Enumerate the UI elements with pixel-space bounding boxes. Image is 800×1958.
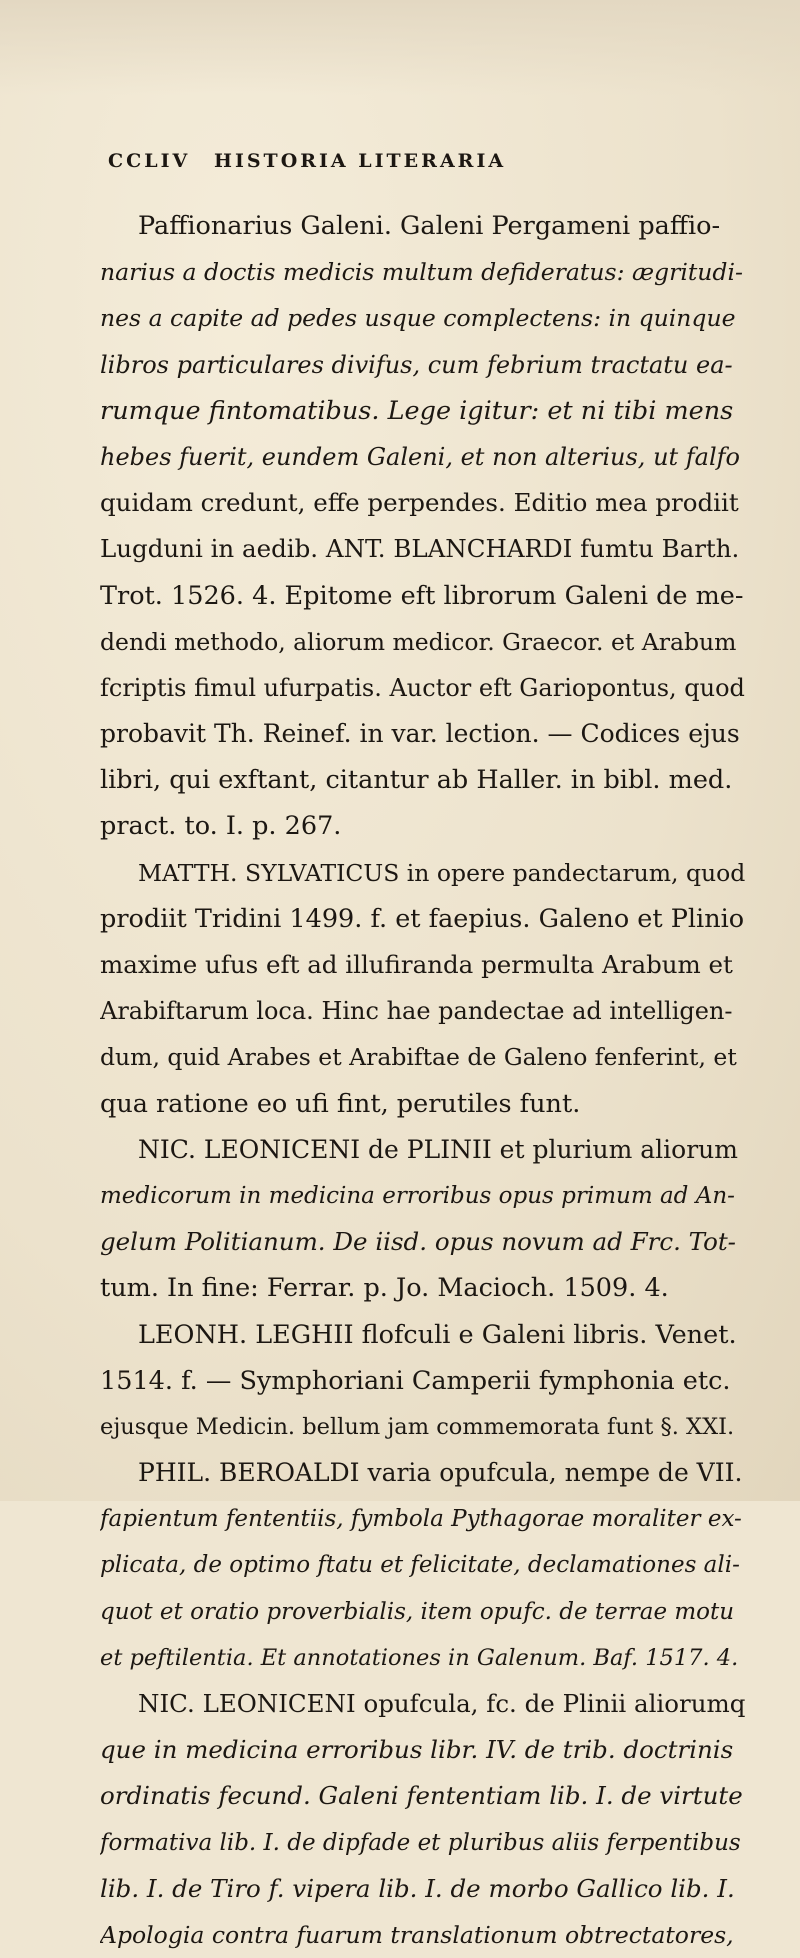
text-line: nes a capite ad pedes usque complectens: in quinque [100,304,736,333]
text-line: Arabiftarum loca. Hinc hae pandectae ad intelligen- [100,997,733,1026]
text-line: Paffionarius Galeni. Galeni Pergameni paffio- [138,211,721,241]
text-line: ordinatis fecund. Galeni fententiam lib. I. de virtute [100,1781,743,1811]
text-line: tum. In fine: Ferrar. p. Jo. Macioch. 1509. 4. [100,1273,669,1304]
running-title: HISTORIA LITERARIA [214,150,507,172]
text-line: dum, quid Arabes et Arabiftae de Galeno fenferint, et [100,1043,737,1072]
text-line: lib. I. de Tiro f. vipera lib. I. de morbo Gallico lib. I. [100,1873,735,1903]
text-line: prodiit Tridini 1499. f. et faepius. Galeno et Plinio [100,903,745,934]
text-line: ejusque Medicin. bellum jam commemorata funt §. XXI. [100,1413,735,1440]
text-line: fcriptis fimul ufurpatis. Auctor eft Gariopontus, quod [100,673,745,702]
text-line: Lugduni in aedib. ANT. BLANCHARDI fumtu Barth. [100,534,740,564]
text-line: pract. to. I. p. 267. [100,811,342,842]
text-line: plicata, de optimo ftatu et felicitate, declamationes ali- [100,1552,740,1579]
text-line: gelum Politianum. De iisd. opus novum ad Frc. Tot- [100,1227,736,1257]
text-line: formativa lib. I. de dipfade et pluribus aliis ferpentibus [100,1829,741,1856]
text-line: LEONH. LEGHII flofculi e Galeni libris. Venet. [138,1319,737,1350]
text-line: libros particulares divifus, cum febrium tractatu ea- [100,350,733,379]
text-line: et peftilentia. Et annotationes in Galenum. Baf. 1517. 4. [100,1644,739,1671]
text-line: medicorum in medicina erroribus opus primum ad An- [100,1182,735,1209]
text-line: quidam credunt, effe perpendes. Editio mea prodiit [100,488,739,518]
text-line: fapientum fententiis, fymbola Pythagorae moraliter ex- [100,1506,742,1533]
text-line: MATTH. SYLVATICUS in opere pandectarum, quod [138,858,745,887]
text-body [100,203,745,1958]
text-line: qua ratione eo ufi fint, perutiles funt. [100,1088,581,1119]
text-line: narius a doctis medicis multum defideratus: ægritudi- [100,258,743,287]
text-line: quot et oratio proverbialis, item opufc. de terrae motu [100,1598,735,1625]
text-line: probavit Th. Reinef. in var. lection. — Codices ejus [100,719,740,749]
text-line: que in medicina erroribus libr. IV. de trib. doctrinis [100,1735,734,1765]
text-line: hebes fuerit, eundem Galeni, et non alterius, ut falfo [100,442,740,471]
text-line: dendi methodo, aliorum medicor. Graecor. et Arabum [100,627,737,656]
page-top-edge [0,0,800,95]
text-line: NIC. LEONICENI opufcula, fc. de Plinii aliorumq [138,1689,745,1718]
running-header [108,150,708,184]
text-line: NIC. LEONICENI de PLINII et plurium aliorum [138,1134,738,1164]
text-line: Apologia contra fuarum translationum obtrectatores, [100,1920,734,1949]
text-line: Trot. 1526. 4. Epitome eft librorum Galeni de me- [100,580,744,611]
text-line: PHIL. BEROALDI varia opufcula, nempe de VII. [138,1458,743,1488]
text-line: 1514. f. — Symphoriani Camperii fymphonia etc. [100,1365,731,1396]
text-line: rumque fintomatibus. Lege igitur: et ni tibi mens [100,395,734,426]
text-line: libri, qui exftant, citantur ab Haller. in bibl. med. [100,765,733,796]
page-number: CCLIV [108,150,191,172]
text-line: maxime ufus eft ad illufiranda permulta Arabum et [100,950,733,979]
